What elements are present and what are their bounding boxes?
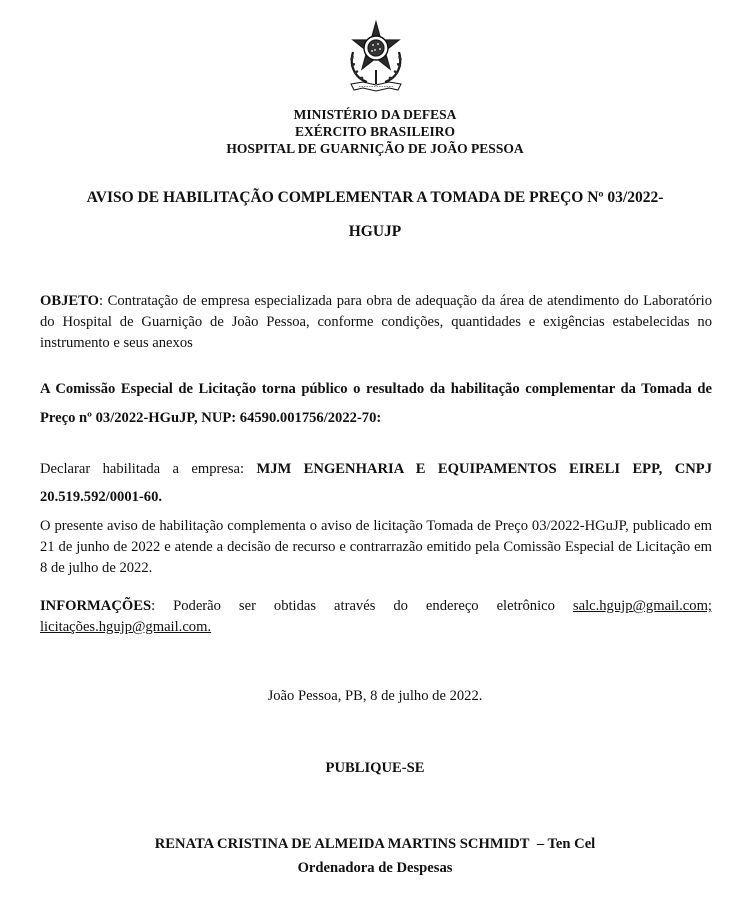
place-and-date: João Pessoa, PB, 8 de julho de 2022. <box>267 688 483 704</box>
hospital-name: HOSPITAL DE GUARNIÇÃO DE JOÃO PESSOA <box>226 141 524 156</box>
information-paragraph <box>40 596 712 638</box>
ministry-name: MINISTÉRIO DA DEFESA <box>293 107 457 122</box>
company-name: MJM ENGENHARIA E EQUIPAMENTOS EIRELI EPP, CNPJ <box>256 461 712 477</box>
letterhead <box>0 106 750 157</box>
army-name: EXÉRCITO BRASILEIRO <box>295 124 455 139</box>
signatory-line <box>0 836 750 853</box>
declaration-prefix: Declarar habilitada a empresa: <box>40 461 257 477</box>
declaration-line-1 <box>40 455 712 483</box>
commission-paragraph: A Comissão Especial de Licitação torna público o resultado da habilitação complementar da Tomada de Preço nº 03/2022-HGuJP, NUP: 64590.001756/2022-70: <box>40 381 712 426</box>
title-line-1: AVISO DE HABILITAÇÃO COMPLEMENTAR A TOMADA DE PREÇO Nº 03/2022- <box>86 189 664 206</box>
signatory-rank: – Ten Cel <box>536 836 596 852</box>
email-link-salc[interactable]: salc.hgujp@gmail.com; <box>572 598 712 614</box>
objeto-paragraph <box>40 291 712 354</box>
objeto-text: : Contratação de empresa especializada para obra de adequação da área de atendimento do Laboratório do Hospital de Guarnição de João Pessoa, conforme condições, quantidades e exigências estabelecidas no instrumento e seus anexos <box>40 293 712 351</box>
title-line-2: HGUJP <box>348 223 402 240</box>
complement-paragraph: O presente aviso de habilitação complementa o aviso de licitação Tomada de Preço 03/2022-HGuJP, publicado em 21 de junho de 2022 e atende a decisão de recurso e contrarrazão emitido pela Comissão Especial de Licitação em 8 de julho de 2022. <box>40 518 712 576</box>
info-text: : Poderão ser obtidas através do endereço eletrônico <box>151 598 573 614</box>
info-label: INFORMAÇÕES <box>40 598 152 614</box>
signatory-name: RENATA CRISTINA DE ALMEIDA MARTINS SCHMIDT <box>154 836 530 852</box>
email-link-licitacoes[interactable]: licitações.hgujp@gmail.com. <box>40 619 212 635</box>
company-cnpj: 20.519.592/0001-60. <box>40 489 163 505</box>
brazil-coat-of-arms-emblem <box>345 18 407 96</box>
notice-title <box>30 181 720 249</box>
signatory-role: Ordenadora de Despesas <box>297 860 453 876</box>
declaration-paragraph <box>40 455 712 511</box>
objeto-label: OBJETO <box>40 293 99 309</box>
publish-directive: PUBLIQUE-SE <box>325 760 425 776</box>
